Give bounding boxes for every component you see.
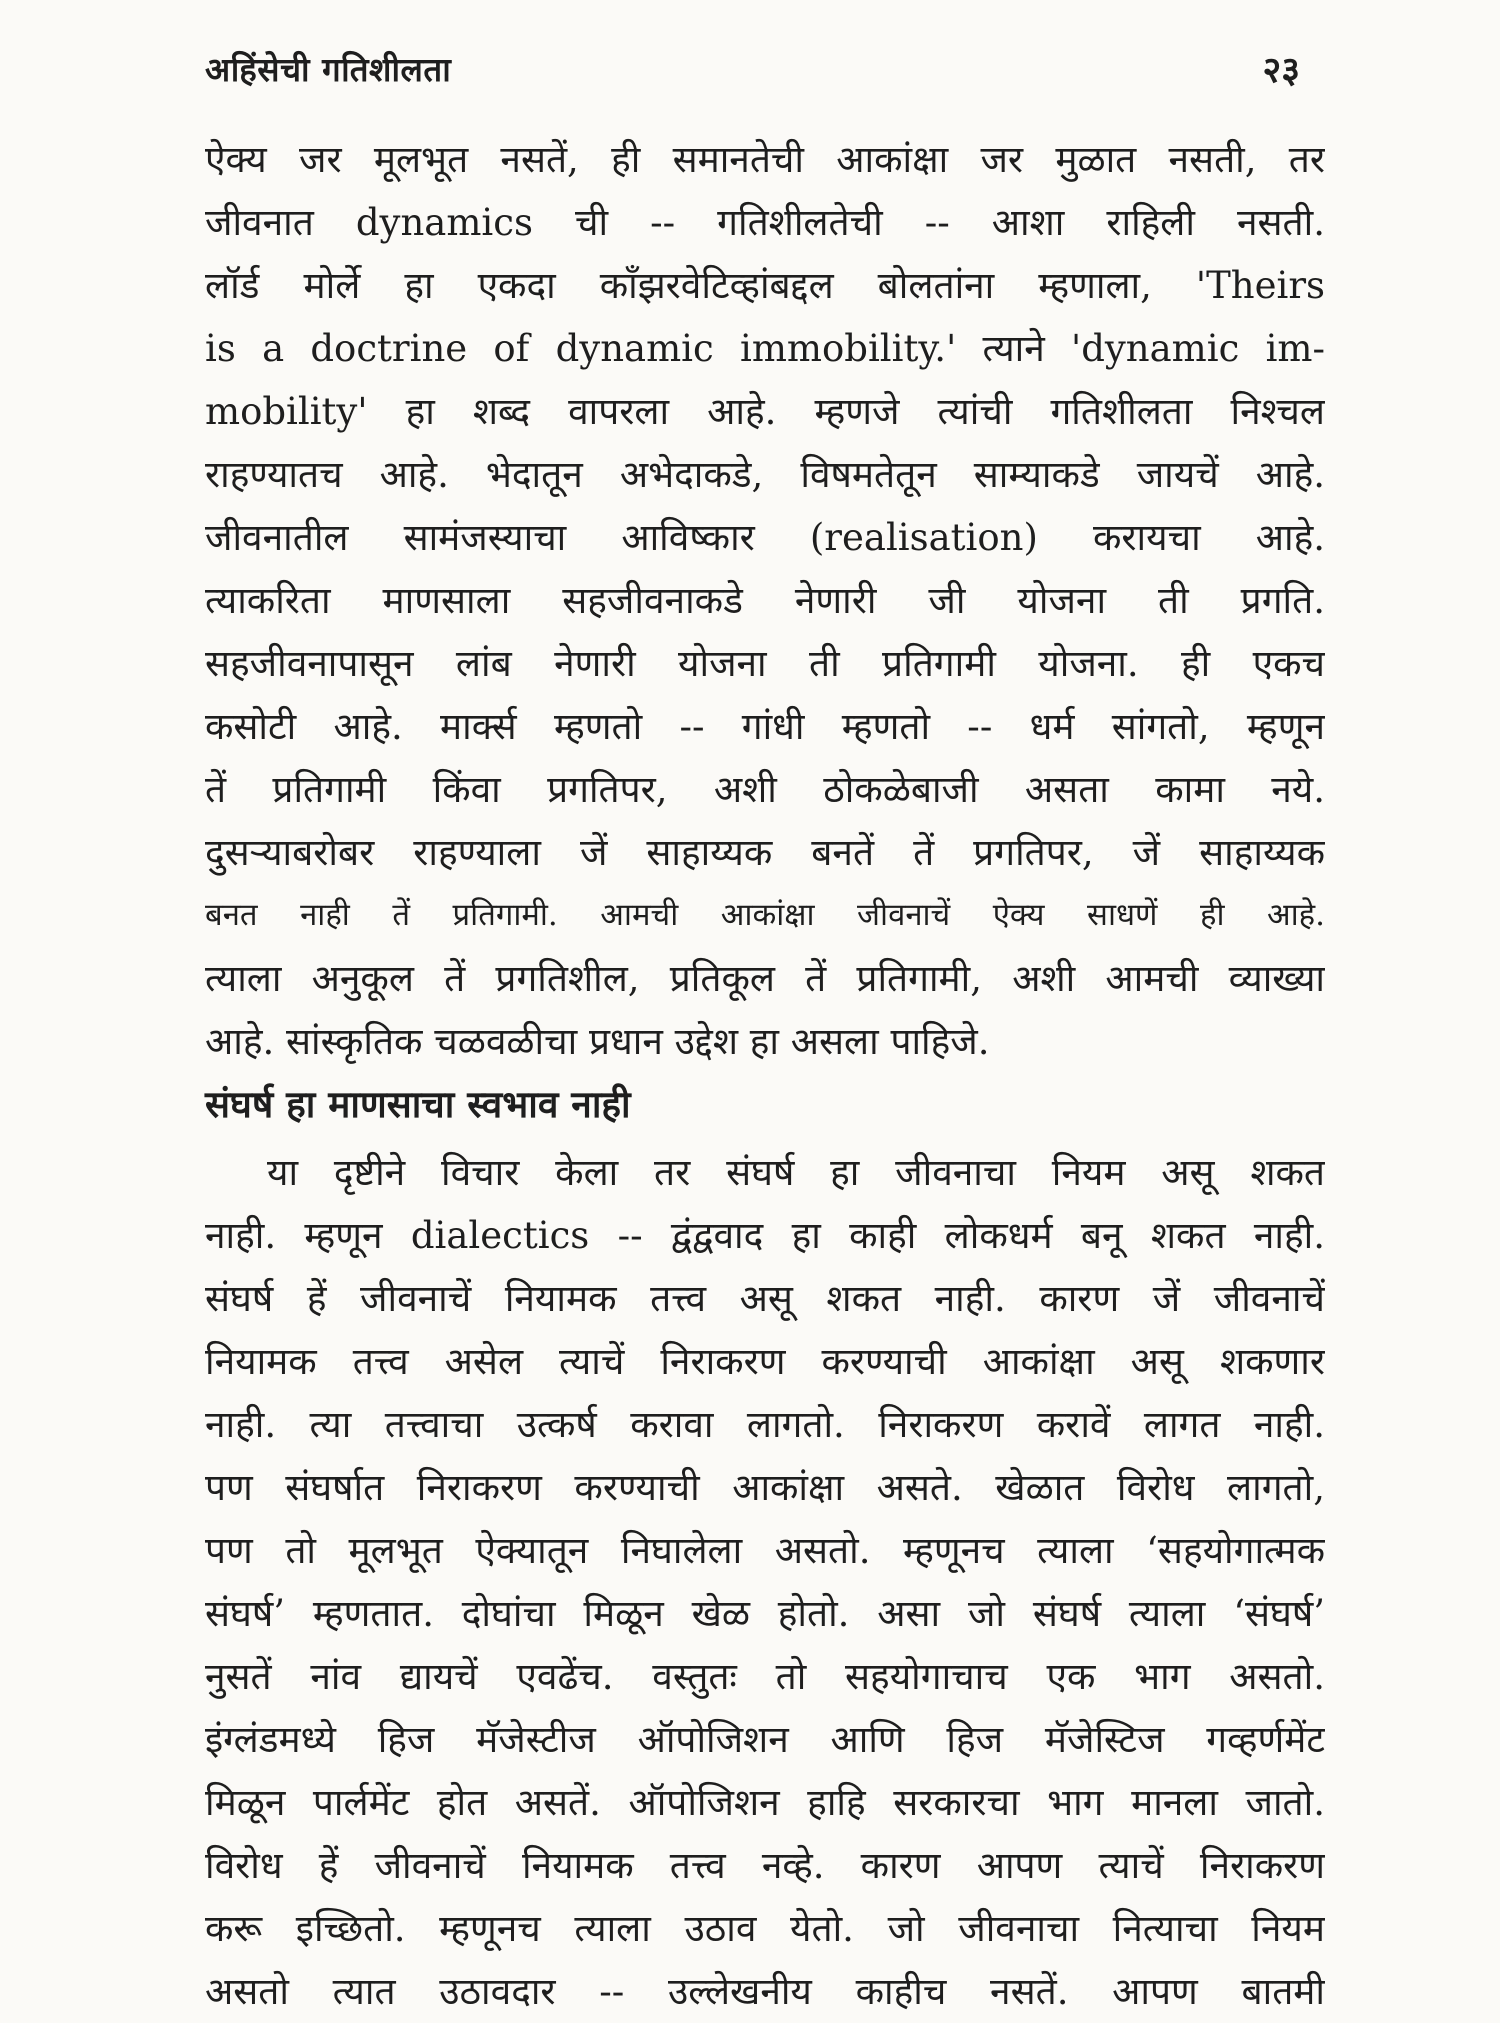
page-header [205, 38, 1300, 98]
text-line: संघर्ष हें जीवनाचें नियामक तत्त्व असू शकत नाही. कारण जें जीवनाचें [205, 1277, 1325, 1320]
text-line: जीवनातील सामंजस्याचा आविष्कार (realisation) करायचा आहे. [205, 516, 1325, 559]
text-line: संघर्ष’ म्हणतात. दोघांचा मिळून खेळ होतो. असा जो संघर्ष त्याला ‘संघर्ष’ [205, 1592, 1325, 1635]
page-body [205, 128, 1325, 2023]
text-line: मिळून पार्लमेंट होत असतें. ऑपोजिशन हाहि सरकारचा भाग मानला जातो. [205, 1781, 1325, 1824]
text-line: या दृष्टीने विचार केला तर संघर्ष हा जीवनाचा नियम असू शकत [267, 1151, 1325, 1194]
text-line: त्याला अनुकूल तें प्रगतिशील, प्रतिकूल तें प्रतिगामी, अशी आमची व्याख्या [205, 957, 1325, 1000]
text-line: जीवनात dynamics ची -- गतिशीलतेची -- आशा राहिली नसती. [205, 201, 1325, 244]
text-line: तें प्रतिगामी किंवा प्रगतिपर, अशी ठोकळेबाजी असता कामा नये. [205, 768, 1325, 811]
text-line: इंग्लंडमध्ये हिज मॅजेस्टीज ऑपोजिशन आणि हिज मॅजेस्टिज गव्हर्णमेंट [205, 1718, 1325, 1761]
text-line: ऐक्य जर मूलभूत नसतें, ही समानतेची आकांक्षा जर मुळात नसती, तर [205, 138, 1325, 181]
page-number: २३ [1262, 48, 1300, 91]
text-line: नाही. त्या तत्त्वाचा उत्कर्ष करावा लागतो. निराकरण करावें लागत नाही. [205, 1403, 1325, 1446]
running-title: अहिंसेची गतिशीलता [205, 49, 452, 89]
text-line: पण संघर्षात निराकरण करण्याची आकांक्षा असते. खेळात विरोध लागतो, [205, 1466, 1325, 1509]
paragraph-1 [205, 128, 1325, 1073]
text-line: पण तो मूलभूत ऐक्यातून निघालेला असतो. म्हणूनच त्याला ‘सहयोगात्मक [205, 1529, 1325, 1572]
text-line: त्याकरिता माणसाला सहजीवनाकडे नेणारी जी योजना ती प्रगति. [205, 579, 1325, 622]
text-line: राहण्यातच आहे. भेदातून अभेदाकडे, विषमतेतून साम्याकडे जायचें आहे. [205, 453, 1325, 496]
text-line: असतो त्यात उठावदार -- उल्लेखनीय काहीच नसतें. आपण बातमी [205, 1970, 1325, 2013]
text-line: सहजीवनापासून लांब नेणारी योजना ती प्रतिगामी योजना. ही एकच [205, 642, 1325, 685]
paragraph-2 [205, 1141, 1325, 2023]
section-heading: संघर्ष हा माणसाचा स्वभाव नाही [205, 1082, 631, 1126]
text-line: नाही. म्हणून dialectics -- द्वंद्ववाद हा काही लोकधर्म बनू शकत नाही. [205, 1214, 1325, 1257]
text-line: mobility' हा शब्द वापरला आहे. म्हणजे त्यांची गतिशीलता निश्चल [205, 390, 1325, 433]
text-line: नुसतें नांव द्यायचें एवढेंच. वस्तुतः तो सहयोगाचाच एक भाग असतो. [205, 1655, 1325, 1698]
text-line: आहे. सांस्कृतिक चळवळीचा प्रधान उद्देश हा असला पाहिजे. [205, 1020, 990, 1063]
text-line: विरोध हें जीवनाचें नियामक तत्त्व नव्हे. कारण आपण त्याचें निराकरण [205, 1844, 1325, 1887]
text-line: कसोटी आहे. मार्क्स म्हणतो -- गांधी म्हणतो -- धर्म सांगतो, म्हणून [205, 705, 1325, 748]
text-line: लॉर्ड मोर्ले हा एकदा कॉंझरवेटिव्हांबद्दल बोलतांना म्हणाला, 'Theirs [205, 264, 1325, 307]
text-line: दुसऱ्याबरोबर राहण्याला जें साहाय्यक बनतें तें प्रगतिपर, जें साहाय्यक [205, 831, 1325, 874]
text-line: नियामक तत्त्व असेल त्याचें निराकरण करण्याची आकांक्षा असू शकणार [205, 1340, 1325, 1383]
text-line: बनत नाही तें प्रतिगामी. आमची आकांक्षा जीवनाचें ऐक्य साधणें ही आहे. [205, 897, 1325, 933]
text-line: करू इच्छितो. म्हणूनच त्याला उठाव येतो. जो जीवनाचा नित्याचा नियम [205, 1907, 1325, 1950]
text-line: is a doctrine of dynamic immobility.' त्याने 'dynamic im- [205, 327, 1325, 370]
